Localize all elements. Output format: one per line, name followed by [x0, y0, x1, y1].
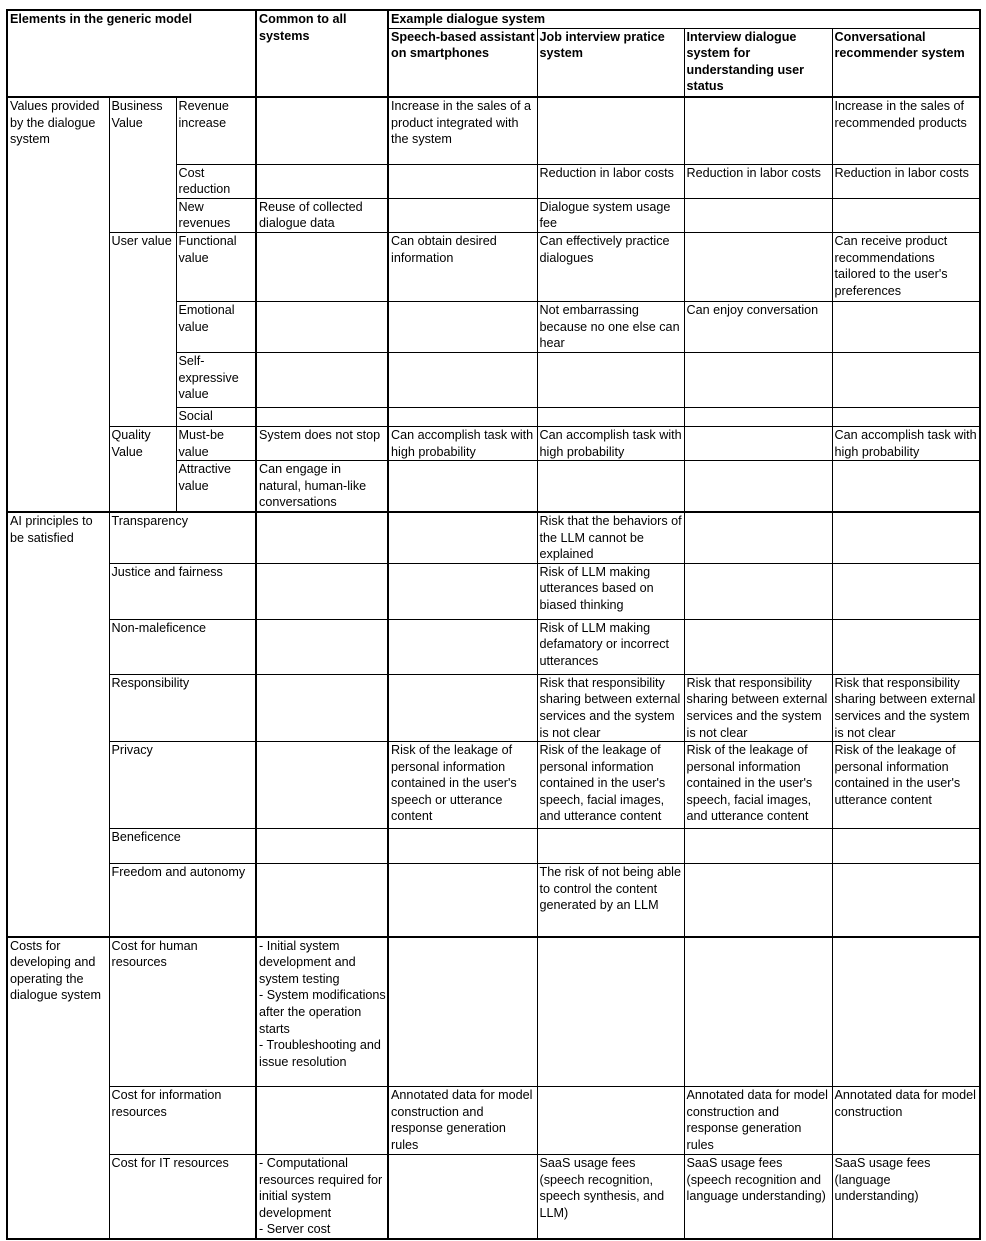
- group-business-value: Business Value: [109, 97, 176, 232]
- group-user-value: User value: [109, 232, 176, 426]
- row-label: Must-be value: [176, 426, 256, 460]
- system-2-cell: [537, 407, 684, 426]
- table-row: [7, 512, 980, 563]
- system-3-cell: [684, 937, 832, 1087]
- system-1-cell: [388, 864, 537, 937]
- system-1-cell: [388, 937, 537, 1087]
- row-label: Emotional value: [176, 301, 256, 352]
- system-2-cell: Risk of the leakage of personal information contained in the user's speech, facial images, and utterance content: [537, 742, 684, 829]
- system-4-cell: [832, 829, 980, 864]
- system-3-cell: [684, 232, 832, 301]
- system-4-cell: Can receive product recommendations tailored to the user's preferences: [832, 232, 980, 301]
- row-label: Self- expressive value: [176, 352, 256, 407]
- common-cell: Reuse of collected dialogue data: [256, 198, 388, 232]
- system-4-cell: SaaS usage fees (language understanding): [832, 1155, 980, 1239]
- system-4-cell: Can accomplish task with high probability: [832, 426, 980, 460]
- header-elements: Elements in the generic model: [7, 10, 256, 97]
- system-2-cell: Risk that the behaviors of the LLM cannot be explained: [537, 512, 684, 563]
- row-label: Social: [176, 407, 256, 426]
- row-label: New revenues: [176, 198, 256, 232]
- table-row: [7, 674, 980, 741]
- table-row: [7, 563, 980, 619]
- table-row: [7, 937, 980, 1087]
- system-1-cell: [388, 198, 537, 232]
- system-2-cell: Reduction in labor costs: [537, 164, 684, 198]
- row-label: Beneficence: [109, 829, 256, 864]
- system-1-cell: [388, 352, 537, 407]
- row-label: Transparency: [109, 512, 256, 563]
- system-1-cell: Increase in the sales of a product integrated with the system: [388, 97, 537, 164]
- system-3-cell: [684, 352, 832, 407]
- common-cell: [256, 829, 388, 864]
- common-cell: [256, 301, 388, 352]
- system-3-cell: SaaS usage fees (speech recognition and language understanding): [684, 1155, 832, 1239]
- table-row: [7, 742, 980, 829]
- system-2-cell: Risk of LLM making utterances based on biased thinking: [537, 563, 684, 619]
- system-2-cell: [537, 352, 684, 407]
- system-2-cell: SaaS usage fees (speech recognition, speech synthesis, and LLM): [537, 1155, 684, 1239]
- header-example: Example dialogue system: [388, 10, 980, 28]
- common-cell: [256, 1087, 388, 1155]
- system-3-cell: [684, 407, 832, 426]
- system-1-cell: [388, 407, 537, 426]
- system-3-cell: [684, 619, 832, 674]
- header-common: Common to all systems: [256, 10, 388, 97]
- table-row: [7, 232, 980, 301]
- system-2-cell: [537, 97, 684, 164]
- system-1-cell: [388, 301, 537, 352]
- system-3-cell: [684, 563, 832, 619]
- common-cell: [256, 352, 388, 407]
- row-label: Revenue increase: [176, 97, 256, 164]
- table-row: [7, 829, 980, 864]
- system-4-cell: Reduction in labor costs: [832, 164, 980, 198]
- system-3-cell: Risk of the leakage of personal information contained in the user's speech, facial images, and utterance content: [684, 742, 832, 829]
- row-label: Functional value: [176, 232, 256, 301]
- system-1-cell: [388, 164, 537, 198]
- table-row: [7, 1155, 980, 1239]
- system-4-cell: [832, 937, 980, 1087]
- system-2-cell: [537, 1087, 684, 1155]
- common-cell: [256, 742, 388, 829]
- common-cell: [256, 674, 388, 741]
- system-2-cell: [537, 937, 684, 1087]
- system-3-cell: [684, 864, 832, 937]
- system-1-cell: Can obtain desired information: [388, 232, 537, 301]
- table-row: [7, 864, 980, 937]
- table-row: [7, 97, 980, 164]
- system-4-cell: [832, 301, 980, 352]
- common-cell: [256, 512, 388, 563]
- system-2-cell: The risk of not being able to control the content generated by an LLM: [537, 864, 684, 937]
- system-2-cell: [537, 461, 684, 512]
- common-cell: [256, 164, 388, 198]
- system-3-cell: [684, 426, 832, 460]
- system-3-cell: [684, 97, 832, 164]
- system-2-cell: Can accomplish task with high probability: [537, 426, 684, 460]
- section-costs: Costs for developing and operating the dialogue system: [7, 937, 109, 1239]
- system-1-cell: Can accomplish task with high probability: [388, 426, 537, 460]
- table-row: [7, 1087, 980, 1155]
- row-label: Responsibility: [109, 674, 256, 741]
- row-label: Privacy: [109, 742, 256, 829]
- row-label: Cost for IT resources: [109, 1155, 256, 1239]
- header-system-1: Speech-based assistant on smartphones: [388, 28, 537, 97]
- common-cell: - Computational resources required for initial system development - Server cost: [256, 1155, 388, 1239]
- system-1-cell: [388, 619, 537, 674]
- common-cell: [256, 407, 388, 426]
- table-row: [7, 619, 980, 674]
- system-2-cell: Can effectively practice dialogues: [537, 232, 684, 301]
- table-row: [7, 426, 980, 460]
- system-1-cell: Annotated data for model construction and response generation rules: [388, 1087, 537, 1155]
- header-system-4: Conversational recommender system: [832, 28, 980, 97]
- system-1-cell: [388, 674, 537, 741]
- system-3-cell: Risk that responsibility sharing between external services and the system is not clear: [684, 674, 832, 741]
- common-cell: - Initial system development and system testing - System modifications after the operation starts - Troubleshooting and issue resolution: [256, 937, 388, 1087]
- system-4-cell: [832, 352, 980, 407]
- system-4-cell: Annotated data for model construction: [832, 1087, 980, 1155]
- system-2-cell: Dialogue system usage fee: [537, 198, 684, 232]
- system-4-cell: [832, 563, 980, 619]
- common-cell: [256, 563, 388, 619]
- section-values: Values provided by the dialogue system: [7, 97, 109, 512]
- system-4-cell: Risk of the leakage of personal information contained in the user's utterance content: [832, 742, 980, 829]
- system-1-cell: [388, 829, 537, 864]
- system-3-cell: [684, 829, 832, 864]
- system-4-cell: Risk that responsibility sharing between external services and the system is not clear: [832, 674, 980, 741]
- system-2-cell: Not embarrassing because no one else can hear: [537, 301, 684, 352]
- system-1-cell: [388, 563, 537, 619]
- system-1-cell: [388, 1155, 537, 1239]
- system-3-cell: [684, 512, 832, 563]
- header-system-2: Job interview pratice system: [537, 28, 684, 97]
- system-3-cell: Can enjoy conversation: [684, 301, 832, 352]
- row-label: Cost reduction: [176, 164, 256, 198]
- system-4-cell: [832, 512, 980, 563]
- row-label: Cost for human resources: [109, 937, 256, 1087]
- system-3-cell: Annotated data for model construction and response generation rules: [684, 1087, 832, 1155]
- row-label: Justice and fairness: [109, 563, 256, 619]
- system-4-cell: [832, 619, 980, 674]
- row-label: Non-maleficence: [109, 619, 256, 674]
- system-1-cell: Risk of the leakage of personal information contained in the user's speech or utterance content: [388, 742, 537, 829]
- system-4-cell: [832, 864, 980, 937]
- common-cell: [256, 864, 388, 937]
- system-2-cell: Risk of LLM making defamatory or incorrect utterances: [537, 619, 684, 674]
- row-label: Freedom and autonomy: [109, 864, 256, 937]
- group-quality-value: Quality Value: [109, 426, 176, 511]
- system-3-cell: [684, 461, 832, 512]
- system-4-cell: [832, 407, 980, 426]
- system-2-cell: Risk that responsibility sharing between external services and the system is not clear: [537, 674, 684, 741]
- common-cell: [256, 97, 388, 164]
- row-label: Attractive value: [176, 461, 256, 512]
- system-4-cell: [832, 198, 980, 232]
- header-system-3: Interview dialogue system for understanding user status: [684, 28, 832, 97]
- system-4-cell: Increase in the sales of recommended products: [832, 97, 980, 164]
- section-ai-principles: AI principles to be satisfied: [7, 512, 109, 937]
- common-cell: Can engage in natural, human-like conversations: [256, 461, 388, 512]
- system-2-cell: [537, 829, 684, 864]
- system-3-cell: Reduction in labor costs: [684, 164, 832, 198]
- system-1-cell: [388, 461, 537, 512]
- system-3-cell: [684, 198, 832, 232]
- comparison-table: [6, 9, 981, 1240]
- common-cell: System does not stop: [256, 426, 388, 460]
- common-cell: [256, 619, 388, 674]
- common-cell: [256, 232, 388, 301]
- row-label: Cost for information resources: [109, 1087, 256, 1155]
- system-1-cell: [388, 512, 537, 563]
- system-4-cell: [832, 461, 980, 512]
